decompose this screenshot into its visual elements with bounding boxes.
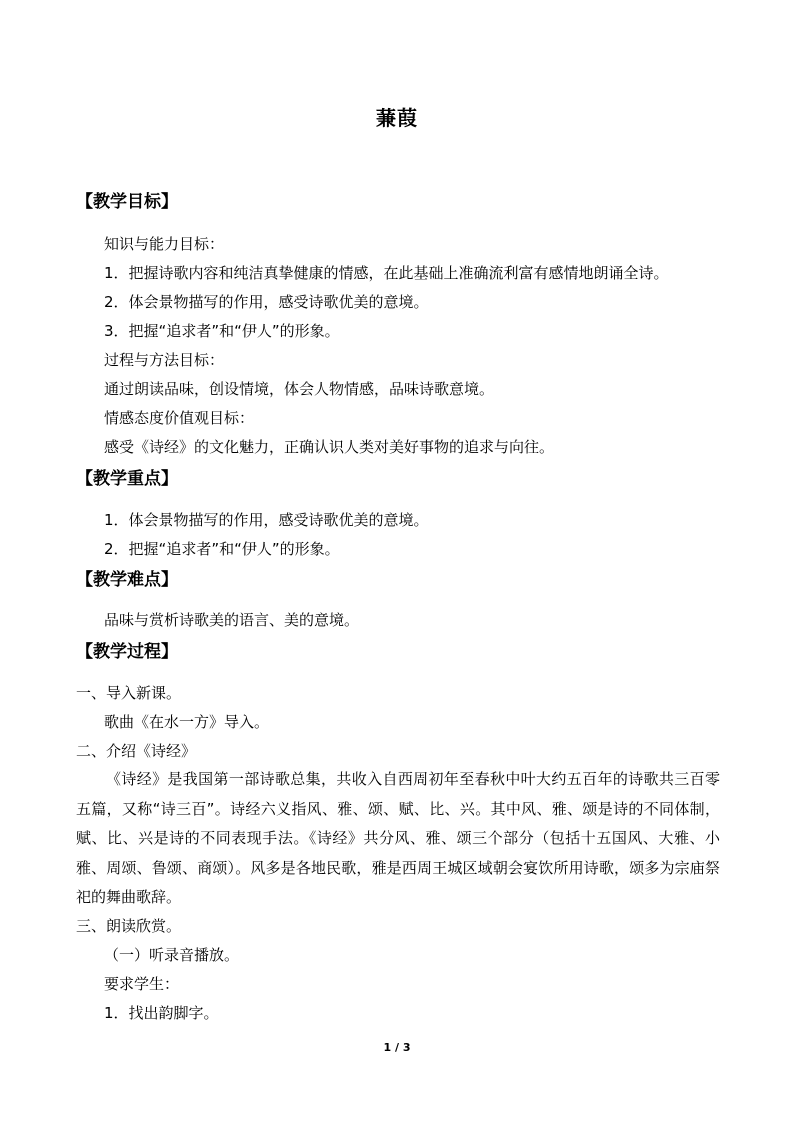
- section-heading-goals: 【教学目标】: [76, 192, 178, 212]
- step-requirement-item: 1．找出韵脚字。: [104, 1004, 219, 1022]
- key-point-item: 1．体会景物描写的作用，感受诗歌优美的意境。: [104, 511, 429, 529]
- knowledge-item: 2．体会景物描写的作用，感受诗歌优美的意境。: [104, 293, 429, 311]
- step-title: 一、导入新课。: [76, 684, 182, 702]
- section-heading-difficulties: 【教学难点】: [76, 570, 178, 590]
- emotion-label: 情感态度价值观目标：: [104, 409, 255, 427]
- step-requirement-label: 要求学生：: [104, 975, 180, 993]
- key-point-item: 2．把握“追求者”和“伊人”的形象。: [104, 540, 340, 558]
- step-subtitle: （一）听录音播放。: [104, 946, 240, 964]
- process-text: 通过朗读品味，创设情境，体会人物情感，品味诗歌意境。: [104, 380, 495, 398]
- knowledge-item: 3．把握“追求者”和“伊人”的形象。: [104, 322, 340, 340]
- step-title: 三、朗读欣赏。: [76, 917, 182, 935]
- process-label: 过程与方法目标：: [104, 351, 225, 369]
- difficulty-text: 品味与赏析诗歌美的语言、美的意境。: [104, 611, 360, 629]
- shijing-intro-paragraph: 《诗经》是我国第一部诗歌总集，共收入自西周初年至春秋中叶大约五百年的诗歌共三百零五篇，又称“诗三百”。诗经六义指风、雅、颂、赋、比、兴。其中风、雅、颂是诗的不同体制，赋、比、兴是诗的不同表现手法。《诗经》共分风、雅、颂三个部分（包括十五国风、大雅、小雅、周颂、鲁颂、商颂）。风多是各地民歌，雅是西周王城区域朝会宴饮所用诗歌，颂多为宗庙祭祀的舞曲歌辞。: [76, 770, 720, 906]
- section-heading-process: 【教学过程】: [76, 642, 178, 662]
- knowledge-item: 1．把握诗歌内容和纯洁真挚健康的情感，在此基础上准确流利富有感情地朗诵全诗。: [104, 264, 669, 282]
- step-title: 二、介绍《诗经》: [76, 742, 197, 760]
- page-title: 蒹葭: [376, 106, 418, 130]
- section-heading-key-points: 【教学重点】: [76, 469, 178, 489]
- page-number: 1 / 3: [383, 1041, 411, 1054]
- emotion-text: 感受《诗经》的文化魅力，正确认识人类对美好事物的追求与向往。: [104, 438, 555, 456]
- knowledge-label: 知识与能力目标：: [104, 235, 225, 253]
- step-text: 歌曲《在水一方》导入。: [104, 713, 270, 731]
